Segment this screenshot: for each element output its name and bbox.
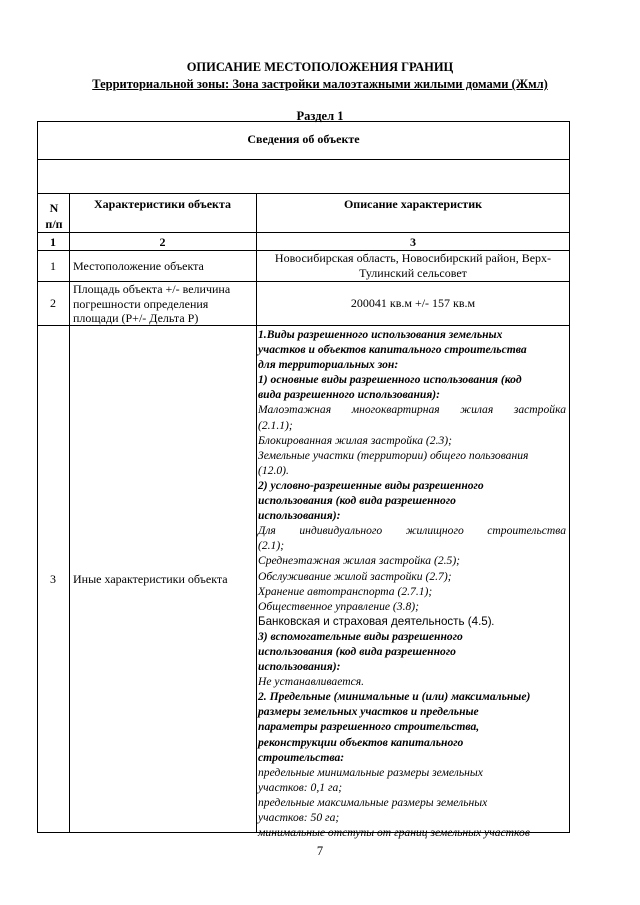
row-characteristic: Иные характеристики объекта (73, 572, 228, 586)
description-line-period: . (491, 614, 495, 628)
description-line: участков: 50 га; (258, 811, 340, 824)
description-line: размеры земельных участков и предельные (258, 705, 479, 719)
description-line: параметры разрешенного строительства, (258, 720, 480, 734)
row-description-detailed (258, 327, 566, 840)
description-line: предельные минимальные размеры земельных (258, 765, 483, 779)
row-number: 3 (50, 572, 56, 586)
table-divider (37, 232, 570, 233)
description-line: Малоэтажная многоквартирная жилая застройка (258, 403, 566, 417)
description-line: Для индивидуального жилищного строительства (258, 524, 566, 538)
table-divider (256, 193, 257, 833)
column-number: 2 (159, 235, 166, 249)
table-divider (37, 159, 570, 160)
description-line: Не устанавливается. (258, 675, 365, 689)
description-line: Среднеэтажная жилая застройка (2.5); (258, 554, 461, 568)
description-line: использования (код вида разрешенного (258, 494, 456, 508)
description-line: для территориальных зон: (258, 358, 399, 372)
table-divider (69, 193, 70, 833)
description-line: Блокированная жилая застройка (2.3); (258, 433, 452, 447)
row-number: 2 (50, 296, 56, 310)
table-caption: Сведения об объекте (247, 132, 360, 146)
description-line: Общественное управление (3.8); (258, 599, 420, 613)
description-line: 2) условно-разрешенные виды разрешенного (258, 478, 484, 492)
description-line: (2.1); (258, 539, 285, 553)
column-header-description: Описание характеристик (343, 197, 483, 211)
description-line: 1) основные виды разрешенного использования (код (258, 373, 522, 387)
description-line: вида разрешенного использования): (258, 388, 441, 402)
description-line: Хранение автотранспорта (2.7.1); (258, 584, 433, 598)
row-characteristic: Местоположение объекта (73, 259, 204, 273)
row-number: 1 (50, 259, 56, 273)
column-number: 3 (410, 235, 416, 249)
description-line: участков и объектов капитального строительства (258, 343, 527, 357)
description-line (258, 614, 566, 629)
description-line: использования): (258, 660, 341, 674)
description-line: (12.0). (258, 463, 289, 477)
description-line: минимальные отступы от границ земельных участков (258, 826, 530, 840)
page-number: 7 (316, 844, 324, 858)
row-characteristic: Площадь объекта +/- величина погрешности определения площади (P+/- Дельта P) (73, 282, 231, 325)
description-line: Обслуживание жилой застройки (2.7); (258, 569, 452, 583)
description-line: Земельные участки (территории) общего пользования (258, 448, 529, 462)
section-heading: Раздел 1 (296, 109, 344, 123)
column-header-characteristic: Характеристики объекта (93, 197, 231, 211)
document-title: ОПИСАНИЕ МЕСТОПОЛОЖЕНИЯ ГРАНИЦ (186, 60, 454, 74)
description-line: 1.Виды разрешенного использования земельных (258, 328, 503, 341)
row-description: 200041 кв.м +/- 157 кв.м (350, 296, 476, 310)
description-line: предельные максимальные размеры земельных (258, 795, 488, 809)
description-line: использования (код вида разрешенного (258, 644, 456, 658)
description-line: 3) вспомогательные виды разрешенного (258, 629, 463, 643)
description-line: реконструкции объектов капитального (258, 735, 464, 749)
description-line: 2. Предельные (минимальные и (или) максимальные) (258, 690, 531, 704)
row-description: Новосибирская область, Новосибирский район, Верх-Тулинский сельсовет (274, 251, 552, 280)
description-line: использования): (258, 509, 341, 523)
column-number: 1 (50, 235, 56, 249)
table-divider (37, 193, 570, 194)
description-line-sans: Банковская и страховая деятельность (4.5) (258, 614, 492, 628)
description-line: участков: 0,1 га; (258, 780, 343, 794)
document-subtitle: Территориальной зоны: Зона застройки малоэтажными жилыми домами (Жмл) (92, 77, 548, 91)
description-line: строительства: (258, 750, 345, 764)
description-line: (2.1.1); (258, 418, 293, 432)
column-header-num: N п/п (45, 201, 63, 231)
